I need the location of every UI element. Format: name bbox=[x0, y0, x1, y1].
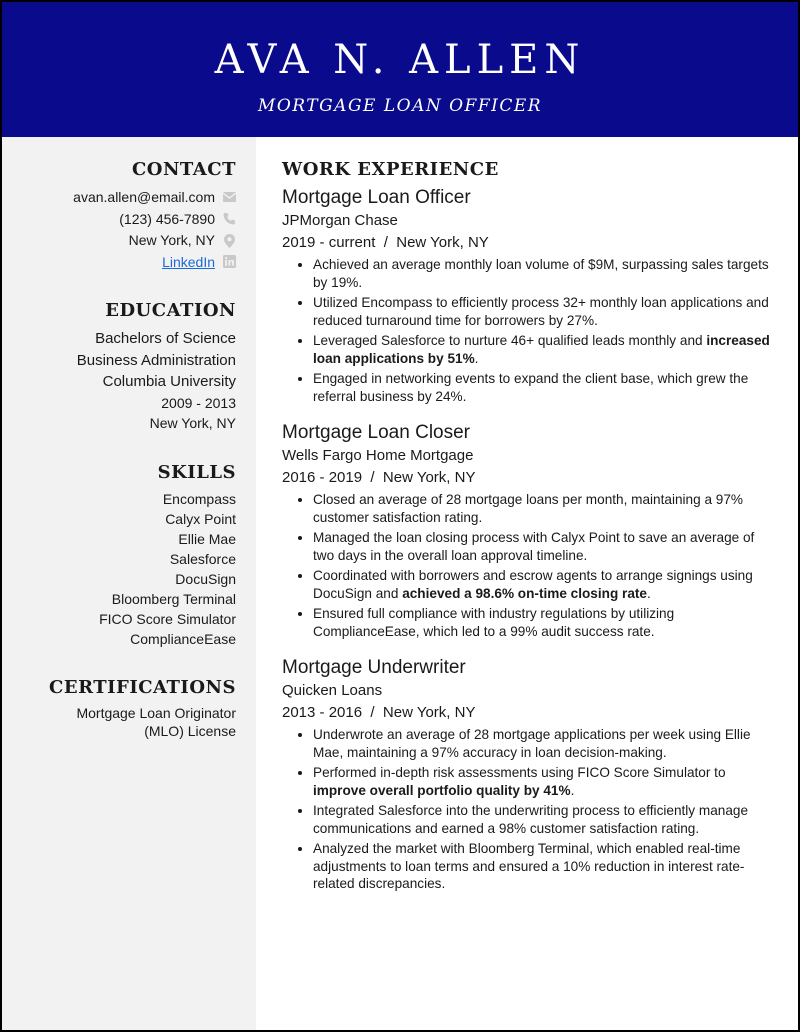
job-bullet: • Analyzed the market with Bloomberg Terminal, which enabled real-time adjustments to loan terms and ensured a 10% reduction in interest rate-related discrepancies. bbox=[313, 840, 778, 893]
job-bullet: • Coordinated with borrowers and escrow agents to arrange signings using DocuSign and achieved a 98.6% on-time closing rate. bbox=[313, 567, 778, 602]
job-dates-location bbox=[282, 702, 778, 724]
email-text: avan.allen@email.com bbox=[73, 189, 215, 205]
job-bullet: • Utilized Encompass to efficiently process 32+ monthly loan applications and reduced turnaround time for borrowers by 27%. bbox=[313, 294, 778, 329]
job-bullets bbox=[282, 256, 778, 405]
job-company: Wells Fargo Home Mortgage bbox=[282, 447, 474, 464]
job-title: Mortgage Underwriter bbox=[282, 657, 466, 678]
job-bullet: • Leveraged Salesforce to nurture 46+ qualified leads monthly and increased loan applications by 51%. bbox=[313, 332, 778, 367]
contact-location bbox=[2, 230, 236, 252]
job-bullet: • Achieved an average monthly loan volume of $9M, surpassing sales targets by 19%. bbox=[313, 256, 778, 291]
contact-phone bbox=[2, 209, 236, 231]
bullet-highlight: increased loan applications by 51% bbox=[313, 333, 770, 366]
map-pin-icon bbox=[222, 234, 236, 248]
skills-list bbox=[2, 489, 236, 649]
job-location: New York, NY bbox=[396, 234, 489, 251]
job-bullets bbox=[282, 491, 778, 640]
bullet-highlight: achieved a 98.6% on-time closing rate bbox=[402, 585, 647, 601]
job-entry bbox=[282, 186, 778, 405]
education-major: Business Administration bbox=[76, 351, 236, 369]
education-dates: 2009 - 2013 bbox=[161, 394, 236, 411]
job-bullet: • Integrated Salesforce into the underwriting process to efficiently manage communications and earned a 98% customer satisfaction rating. bbox=[313, 802, 778, 837]
education-heading: EDUCATION bbox=[105, 300, 236, 321]
job-title: Mortgage Loan Officer bbox=[282, 187, 471, 208]
envelope-icon bbox=[222, 191, 236, 205]
bullet-highlight: improve overall portfolio quality by 41% bbox=[313, 782, 571, 798]
job-dates: 2013 - 2016 bbox=[282, 704, 363, 721]
contact-email bbox=[2, 187, 236, 209]
certification-line: (MLO) License bbox=[144, 723, 236, 739]
job-bullet: • Performed in-depth risk assessments using FICO Score Simulator to improve overall portfolio quality by 41%. bbox=[313, 764, 778, 799]
separator: / bbox=[362, 469, 383, 486]
separator: / bbox=[362, 704, 383, 721]
education-school: Columbia University bbox=[102, 373, 236, 390]
job-company: JPMorgan Chase bbox=[282, 212, 398, 229]
skill-item: Salesforce bbox=[169, 550, 236, 567]
skills-section bbox=[2, 462, 236, 649]
location-text: New York, NY bbox=[128, 232, 215, 248]
work-experience-heading: WORK EXPERIENCE bbox=[282, 159, 499, 180]
job-dates: 2019 - current bbox=[282, 234, 376, 251]
certifications-section bbox=[2, 677, 236, 741]
job-location: New York, NY bbox=[382, 469, 476, 486]
job-title: Mortgage Loan Closer bbox=[282, 422, 470, 443]
jobs-list bbox=[282, 186, 778, 893]
education-section bbox=[2, 300, 236, 434]
linkedin-link[interactable]: LinkedIn bbox=[162, 253, 215, 270]
main-content bbox=[282, 137, 778, 896]
education-location: New York, NY bbox=[149, 415, 236, 431]
job-dates-location bbox=[282, 467, 778, 489]
separator: / bbox=[375, 234, 397, 251]
job-bullets bbox=[282, 726, 778, 893]
job-bullet: • Engaged in networking events to expand the client base, which grew the referral business by 24%. bbox=[313, 370, 778, 405]
skill-item: ComplianceEase bbox=[130, 630, 236, 647]
resume-header bbox=[2, 2, 798, 137]
job-bullet: • Ensured full compliance with industry regulations by utilizing ComplianceEase, which led to a 99% audit success rate. bbox=[313, 605, 778, 640]
job-bullet: • Underwrote an average of 28 mortgage applications per week using Ellie Mae, maintaining a 97% accuracy in loan decision-making. bbox=[313, 726, 778, 761]
sidebar bbox=[2, 137, 256, 1030]
education-degree: Bachelors of Science bbox=[95, 330, 236, 347]
job-entry bbox=[282, 421, 778, 640]
skill-item: Bloomberg Terminal bbox=[111, 590, 236, 607]
skill-item: Encompass bbox=[162, 490, 236, 507]
certifications-heading: CERTIFICATIONS bbox=[49, 676, 236, 698]
skill-item: Ellie Mae bbox=[178, 530, 236, 547]
candidate-title: MORTGAGE LOAN OFFICER bbox=[257, 96, 543, 116]
linkedin-icon bbox=[222, 255, 236, 269]
job-dates-location bbox=[282, 232, 778, 254]
contact-section bbox=[2, 159, 236, 273]
candidate-name: AVA N. ALLEN bbox=[214, 37, 586, 83]
skill-item: FICO Score Simulator bbox=[99, 610, 236, 627]
skill-item: Calyx Point bbox=[165, 510, 236, 527]
job-bullet: • Closed an average of 28 mortgage loans per month, maintaining a 97% customer satisfaction rating. bbox=[313, 491, 778, 526]
contact-heading: CONTACT bbox=[131, 159, 236, 180]
job-bullet: • Managed the loan closing process with Calyx Point to save an average of two days in the overall loan approval timeline. bbox=[313, 529, 778, 564]
job-location: New York, NY bbox=[382, 704, 476, 721]
skills-heading: SKILLS bbox=[157, 461, 236, 483]
job-entry bbox=[282, 656, 778, 893]
job-dates: 2016 - 2019 bbox=[282, 469, 363, 486]
phone-icon bbox=[222, 212, 236, 226]
job-company: Quicken Loans bbox=[282, 682, 383, 699]
certification-line: Mortgage Loan Originator bbox=[76, 704, 236, 721]
contact-linkedin bbox=[2, 252, 236, 274]
phone-text: (123) 456-7890 bbox=[119, 210, 215, 227]
skill-item: DocuSign bbox=[175, 570, 236, 587]
